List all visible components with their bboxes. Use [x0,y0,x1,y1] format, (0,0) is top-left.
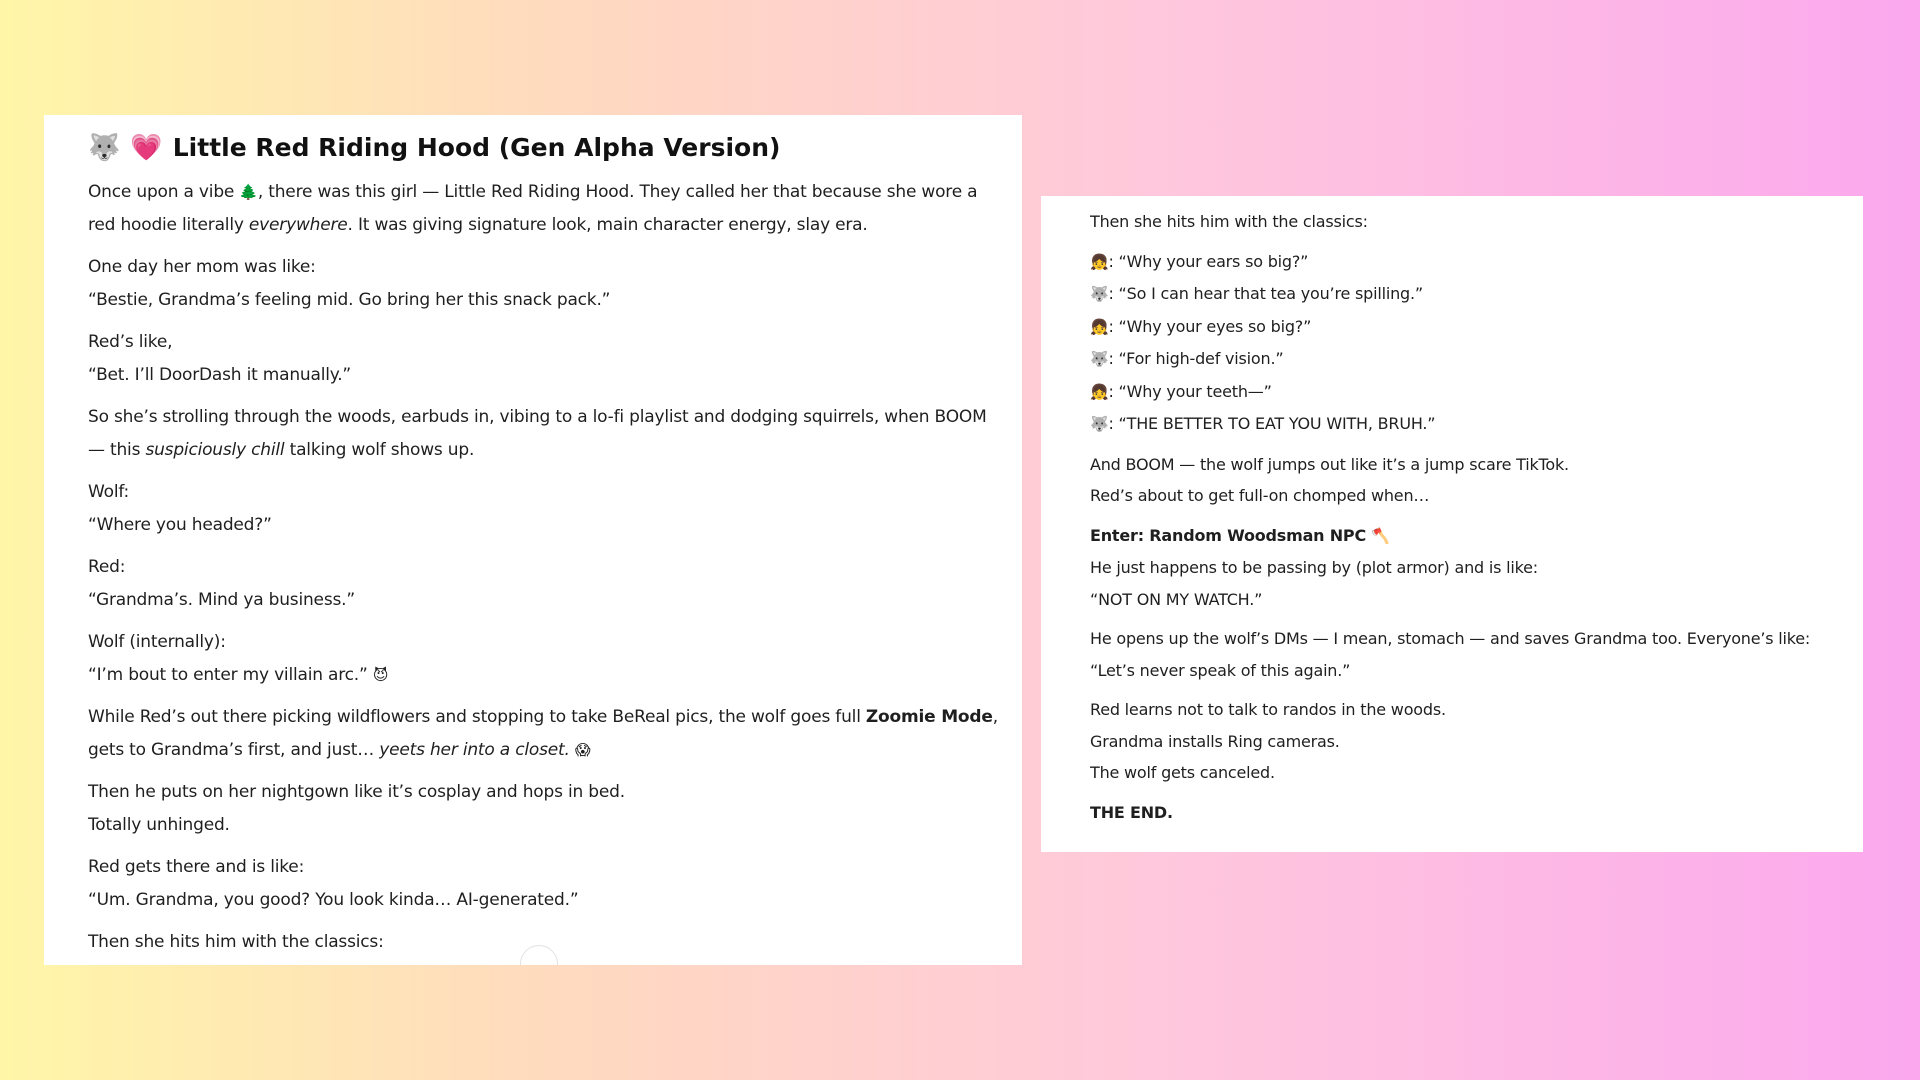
quote: : “Why your ears so big?” [1108,251,1309,271]
paragraph-red-answers [88,551,982,617]
dialogue-line [1090,278,1843,311]
axe-icon: 🪓 [1371,526,1390,545]
text: Grandma installs Ring cameras. [1090,731,1340,751]
text: gets to Grandma’s first, and just… [88,740,380,760]
dialogue-line [1090,311,1843,344]
paragraph-lessons [1090,694,1843,789]
heart-icon: 💗 [130,132,163,163]
paragraph-woodsman [1090,520,1843,616]
quote: : “So I can hear that tea you’re spilling.” [1108,284,1423,303]
dialogue-line [1090,376,1843,409]
paragraph-boom [1090,449,1843,512]
paragraph-red-reply [88,326,982,392]
text: And BOOM — the wolf jumps out like it’s a jump scare TikTok. [1090,454,1569,474]
text: Then he puts on her nightgown like it’s cosplay and hops in bed. [88,782,625,802]
text: Red’s about to get full-on chomped when… [1090,486,1430,505]
dialogue-line [1090,408,1843,441]
dialogue-line [1090,343,1843,376]
the-end: THE END. [1090,802,1173,822]
quote: “Bestie, Grandma’s feeling mid. Go bring her this snack pack.” [88,290,611,310]
scream-icon: 😱 [574,741,591,759]
girl-icon: 👧 [1090,252,1109,271]
text: So she’s strolling through the woods, earbuds in, vibing to a lo-fi playlist and dodging squirrels, when BOOM [88,407,987,427]
text: The wolf gets canceled. [1090,763,1275,782]
woodsman-heading: Enter: Random Woodsman NPC [1090,525,1372,545]
speaker: Wolf: [88,482,130,502]
paragraph-wolf-asks [88,476,982,542]
wolf-icon: 🐺 [1090,350,1109,368]
story-title [88,133,982,162]
paragraph-saves [1090,623,1843,686]
quote: “Bet. I’ll DoorDash it manually.” [88,365,352,385]
wolf-icon: 🐺 [88,132,121,163]
wolf-icon: 🐺 [1090,415,1109,433]
dialogue-list [1090,246,1843,441]
paragraph-villain-arc [88,626,982,692]
text: — this [88,440,146,460]
text: , there was this girl — Little Red Riding Hood. They called her that because she wore a [257,182,978,202]
paragraph-woods [88,401,987,467]
paragraph-classics-intro [1090,206,1843,238]
quote: “Where you headed?” [88,515,272,535]
text: talking wolf shows up. [284,440,475,460]
text: Red’s like, [88,332,173,352]
paragraph-mom [88,251,982,317]
bold-text: Zoomie Mode [865,707,993,727]
quote: : “Why your eyes so big?” [1108,316,1312,336]
devil-icon: 😈 [372,666,389,684]
story-panel-right [1041,196,1863,852]
story-title-text: Little Red Riding Hood (Gen Alpha Version) [172,133,781,162]
text: Totally unhinged. [88,815,230,835]
quote: “Um. Grandma, you good? You look kinda… AI-generated.” [88,890,579,910]
girl-icon: 👧 [1090,382,1109,401]
paragraph-intro [88,176,982,242]
quote: “NOT ON MY WATCH.” [1090,589,1263,609]
text: Red gets there and is like: [88,857,305,877]
quote: : “For high-def vision.” [1108,349,1284,368]
story-panel-left [44,115,1022,965]
italic-text: suspiciously chill [145,440,285,460]
text: Once upon a vibe [88,182,240,202]
text: red hoodie literally [88,215,249,235]
dialogue-line [1090,246,1843,279]
paragraph-the-end [1090,797,1843,829]
text: , [992,707,998,727]
speaker: Wolf (internally): [88,632,226,652]
tree-icon: 🌲 [239,183,258,201]
quote: “Let’s never speak of this again.” [1090,660,1351,680]
quote: “I’m bout to enter my villain arc.” [88,665,373,685]
paragraph-zoomie [88,701,998,767]
italic-text: yeets her into a closet. [379,740,570,760]
quote: : “Why your teeth—” [1108,381,1272,401]
paragraph-nightgown [88,776,982,842]
text: He opens up the wolf’s DMs — I mean, stomach — and saves Grandma too. Everyone’s like: [1090,629,1811,648]
text: Red learns not to talk to randos in the woods. [1090,700,1446,719]
text: While Red’s out there picking wildflowers and stopping to take BeReal pics, the wolf goes full [88,707,866,727]
wolf-icon: 🐺 [1090,285,1109,303]
italic-text: everywhere [248,215,348,235]
speaker: Red: [88,557,126,577]
paragraph-ai-generated [88,851,982,917]
text: . It was giving signature look, main character energy, slay era. [347,215,868,235]
text: One day her mom was like: [88,257,316,277]
girl-icon: 👧 [1090,317,1109,336]
text: Then she hits him with the classics: [1090,212,1368,231]
quote: “Grandma’s. Mind ya business.” [88,590,355,610]
quote: : “THE BETTER TO EAT YOU WITH, BRUH.” [1108,414,1436,433]
text: Then she hits him with the classics: [88,932,384,952]
text: He just happens to be passing by (plot armor) and is like: [1090,558,1538,577]
